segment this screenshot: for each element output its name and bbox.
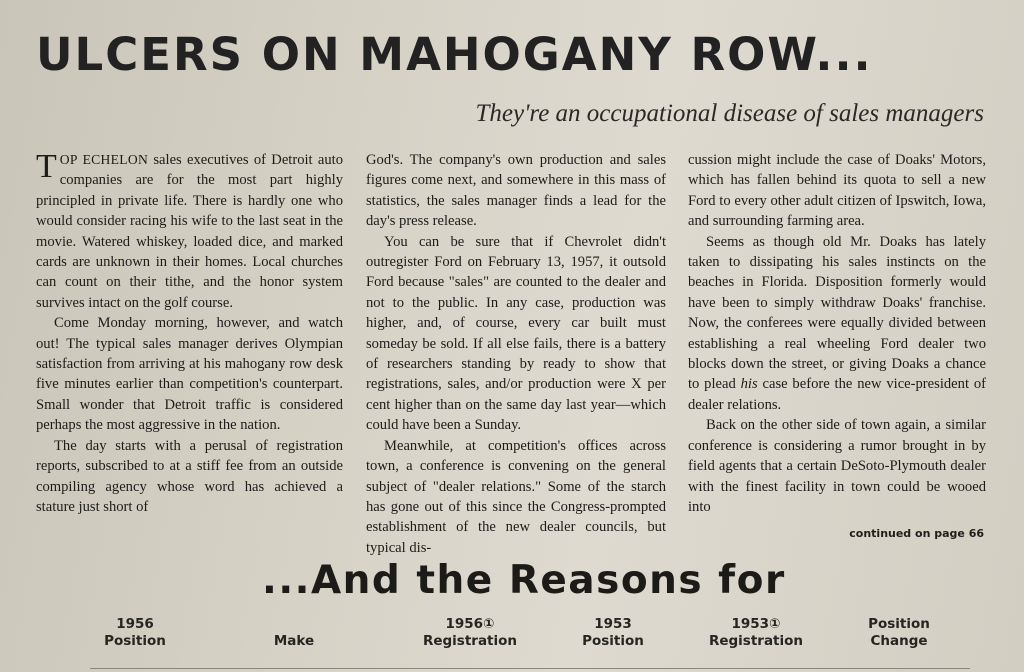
paragraph: The day starts with a perusal of registration reports, subscribed to at a stiff fee from an outside compiling agency whose word has achieved a stature just short of xyxy=(36,437,343,515)
lead-caps: OP ECHELON xyxy=(59,152,149,167)
column-3 xyxy=(688,150,986,517)
continued-note: continued on page 66 xyxy=(849,527,984,540)
column-1 xyxy=(36,150,343,517)
paragraph: TOP ECHELON sales executives of Detroit auto companies are for the most part highly principled in private life. There is hardly one who would consider racing his wife to the last seat in the movie. Watered whiskey, loaded dice, and marked cards are unknown in their homes. Local churches can count on their tithe, and the honor system survives intact on the golf course. xyxy=(36,148,344,311)
column-2 xyxy=(366,150,666,558)
table-rule xyxy=(90,668,970,669)
paragraph: God's. The company's own production and sales figures come next, and somewhere in this mass of statistics, the sales manager finds a lead for the day's press release. xyxy=(366,152,666,230)
header-position-change: Position Change xyxy=(868,616,930,649)
headline: ULCERS ON MAHOGANY ROW... xyxy=(36,28,873,81)
table-header xyxy=(0,616,1024,672)
header-1953-position: 1953 Position xyxy=(582,616,644,649)
paragraph: Seems as though old Mr. Doaks has lately taken to dissipating his sales instincts on the beaches in Florida. Disposition formerly would have been to simply withdraw Doaks' franchise. Now, the conferees were equally divided between establishing a real wheeling Ford dealer two blocks down the street, or giving Doaks a chance to plead his case before the new vice-president of dealer relations. xyxy=(688,233,986,413)
header-1953-registration: 1953① Registration xyxy=(708,616,804,649)
subhead: They're an occupational disease of sales managers xyxy=(475,100,984,127)
paragraph: Meanwhile, at competition's offices across town, a conference is convening on the general subject of "dealer relations." Some of the starch has gone out of this since the Congress-prompted establishment of the new dealer councils, but typical dis- xyxy=(366,437,666,556)
paragraph: Come Monday morning, however, and watch out! The typical sales manager derives Olympian satisfaction from arriving at his mahogany row desk five minutes earlier than competition's counterpart. Small wonder that Detroit traffic is considered perhaps the most aggressive in the nation. xyxy=(36,315,343,434)
paragraph: Back on the other side of town again, a similar conference is considering a rumor brought in by field agents that a certain DeSoto-Plymouth dealer with the finest facility in town could be wooed into xyxy=(688,417,986,515)
paragraph: You can be sure that if Chevrolet didn't outregister Ford on February 13, 1957, it outsold Ford because "sales" are counted to the dealer and not to the public. In any case, production was higher, and, of course, every car built must someday be sold. If all else fails, there is a battery of researchers standing by ready to show that registrations, sales, and/or production were X per cent higher than on the same day last year—which could have been a Sunday. xyxy=(366,233,666,434)
header-1956-position: 1956 Position xyxy=(104,616,166,649)
section-title: ...And the Reasons for xyxy=(262,558,786,603)
header-1956-registration: 1956① Registration xyxy=(422,616,518,649)
header-make: Make xyxy=(273,633,315,649)
drop-cap: T xyxy=(36,148,57,185)
paragraph: cussion might include the case of Doaks' Motors, which has fallen behind its quota to sell a new Ford to every other adult citizen of Ipswitch, Iowa, and surrounding farming area. xyxy=(688,152,986,230)
